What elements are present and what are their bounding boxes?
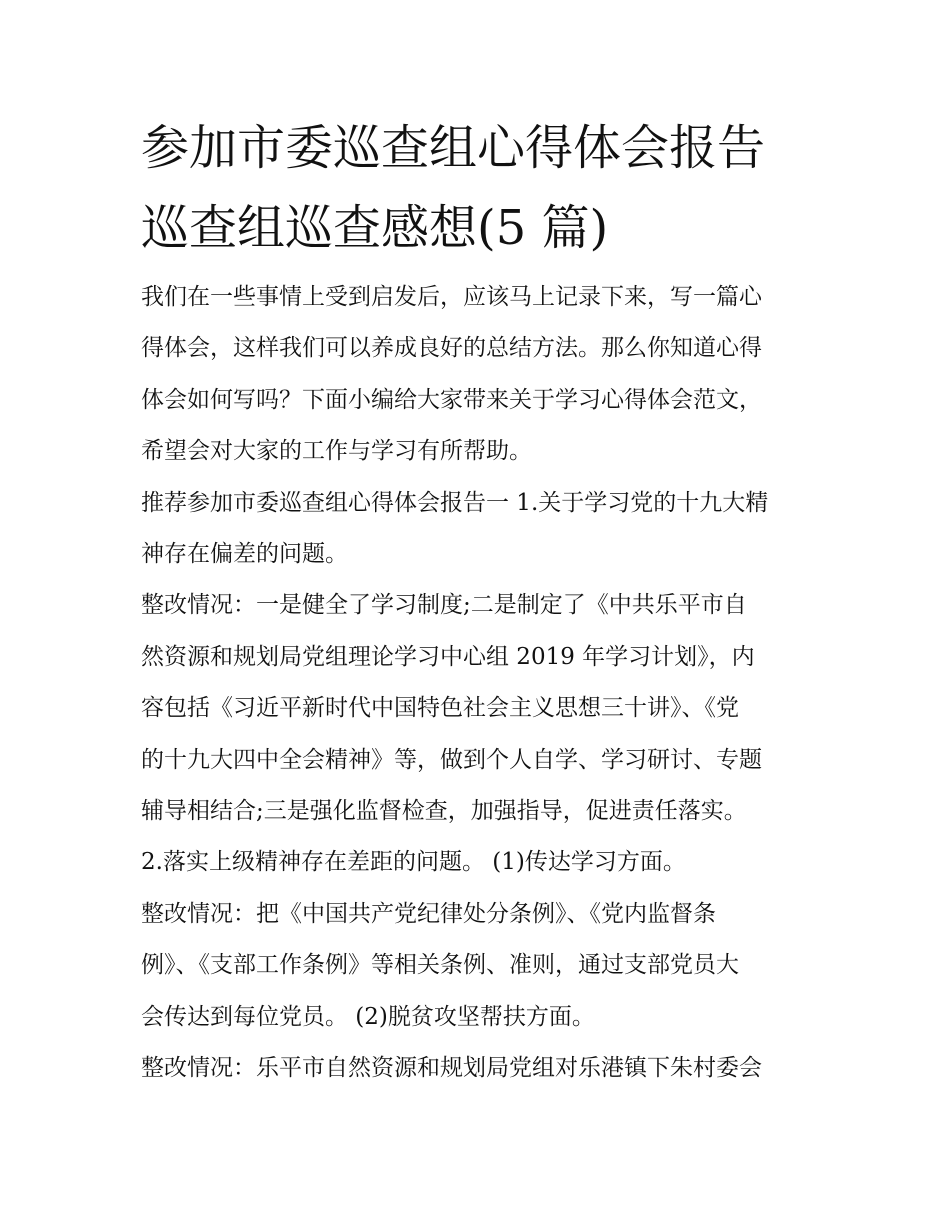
text-line: 然资源和规划局党组理论学习中心组 2019 年学习计划》，内 [141,643,755,670]
text-line: 2.落实上级精神存在差距的问题。 (1)传达学习方面。 [141,849,686,876]
document-title [141,108,813,268]
text-line: 希望会对大家的工作与学习有所帮助。 [141,438,532,465]
text-line: 得体会，这样我们可以养成良好的总结方法。那么你知道心得 [141,335,762,362]
text-line: 整改情况：乐平市自然资源和规划局党组对乐港镇下朱村委会 [141,1055,762,1082]
paragraph-rectification-3 [141,1043,813,1094]
title-line-2: 巡查组巡查感想(5 篇) [141,200,609,256]
paragraph-issue-1 [141,478,813,581]
text-line: 神存在偏差的问题。 [141,541,348,568]
title-line-1: 参加市委巡查组心得体会报告 [141,120,766,176]
paragraph-rectification-1 [141,580,813,837]
text-line: 体会如何写吗？下面小编给大家带来关于学习心得体会范文， [141,386,762,413]
text-line: 推荐参加市委巡查组心得体会报告一 1.关于学习党的十九大精 [141,489,769,516]
text-line: 整改情况：把《中国共产党纪律处分条例》、《党内监督条 [141,900,716,927]
paragraph-issue-2 [141,837,813,888]
text-line: 会传达到每位党员。 (2)脱贫攻坚帮扶方面。 [141,1003,595,1030]
text-line: 整改情况：一是健全了学习制度;二是制定了《中共乐平市自 [141,592,747,619]
text-line: 例》、《支部工作条例》等相关条例、准则，通过支部党员大 [141,952,739,979]
paragraph-rectification-2 [141,889,813,1043]
text-line: 我们在一些事情上受到启发后，应该马上记录下来，写一篇心 [141,284,762,310]
document-page [141,108,813,1095]
text-line: 的十九大四中全会精神》等，做到个人自学、学习研讨、专题 [141,746,762,773]
paragraph-intro [141,272,813,478]
text-line: 容包括《习近平新时代中国特色社会主义思想三十讲》、《党 [141,695,739,722]
text-line: 辅导相结合;三是强化监督检查，加强指导，促进责任落实。 [141,798,747,825]
